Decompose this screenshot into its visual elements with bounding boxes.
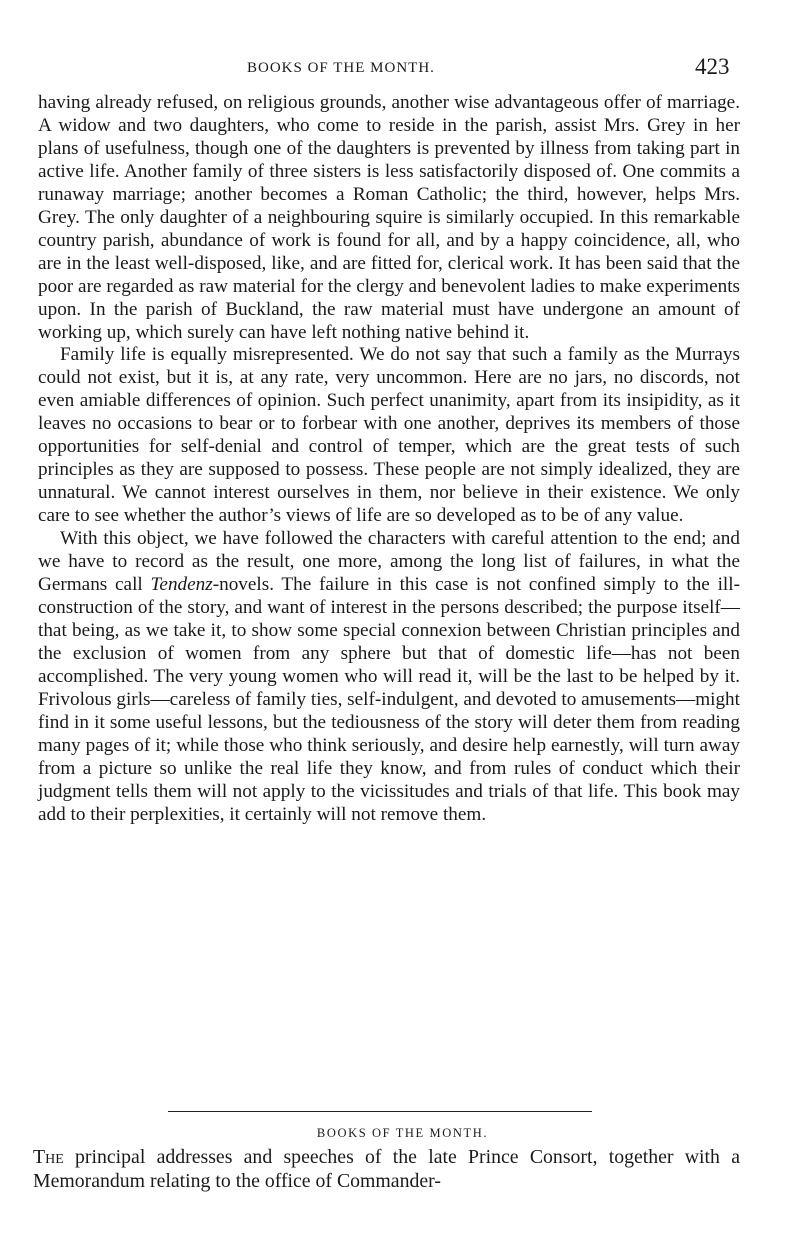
next-section-paragraph (33, 1146, 740, 1193)
paragraph-2: Family life is equally misrepresented. We do not say that such a family as the Murrays could not exist, but it is, at any rate, very uncommon. Here are no jars, no discords, not even amiable differences of opinion. Such perfect unanimity, apart from its insipidity, as it leaves no occasions to bear or to forbear with one another, deprives its members of those opportunities for self-denial and control of temper, which are the great tests of such principles as they are supposed to possess. These people are not simply idealized, they are unnatural. We cannot interest ourselves in them, nor believe in their existence. We only care to see whether the author’s views of life are so developed as to be of any value. (38, 344, 740, 527)
paragraph-3 (38, 528, 740, 826)
section-divider (168, 1111, 592, 1112)
running-title: BOOKS OF THE MONTH. (247, 60, 435, 76)
paragraph-1: having already refused, on religious grounds, another wise advantageous offer of marriage. A widow and two daughters, who come to reside in the parish, assist Mrs. Grey in her plans of usefulness, though one of the daughters is prevented by illness from taking part in active life. Another family of three sisters is less satisfactorily disposed of. One commits a runaway marriage; another becomes a Roman Catholic; the third, however, helps Mrs. Grey. The only daughter of a neighbouring squire is similarly occupied. In this remarkable country parish, abundance of work is found for all, and by a happy coincidence, all, who are in the least well-disposed, like, and are fitted for, clerical work. It has been said that the poor are regarded as raw material for the clergy and benevolent ladies to make experiments upon. In the parish of Buckland, the raw material must have undergone an amount of working up, which surely can have left nothing native behind it. (38, 92, 740, 343)
running-head (0, 54, 805, 84)
article-body (38, 92, 740, 827)
page-number: 423 (695, 54, 730, 79)
next-section-body (33, 1146, 740, 1193)
paragraph-3-italic-term: Tendenz- (150, 574, 220, 596)
section-heading: BOOKS OF THE MONTH. (316, 1126, 489, 1140)
next-section-lead-word: The (33, 1146, 64, 1168)
paragraph-3-text-end: novels. The failure in this case is not confined simply to the ill-construction of the story, and want of interest in the persons described; the purpose itself—that being, as we take it, to show some special connexion between Christian principles and the exclusion of women from any sphere but that of domestic life—has not been accomplished. The very young women who will read it, will be the last to be helped by it. Frivolous girls—careless of family ties, self-indulgent, and devoted to amusements—might find in it some useful lessons, but the tediousness of the story will deter them from reading many pages of it; while those who think seriously, and desire help earnestly, will turn away from a picture so unlike the real life they know, and from rules of conduct which their judgment tells them will not apply to the vicissitudes and trials of that life. This book may add to their perplexities, it certainly will not remove them. (38, 574, 740, 825)
next-section-text: principal addresses and speeches of the late Prince Consort, together with a Memorandum relating to the office of Commander- (33, 1146, 740, 1192)
paragraph-3-text-start: With this object, we have followed the characters with careful attention to the end; and we have to record as the result, one more, among the long list of failures, in what the Germans call (38, 528, 740, 596)
